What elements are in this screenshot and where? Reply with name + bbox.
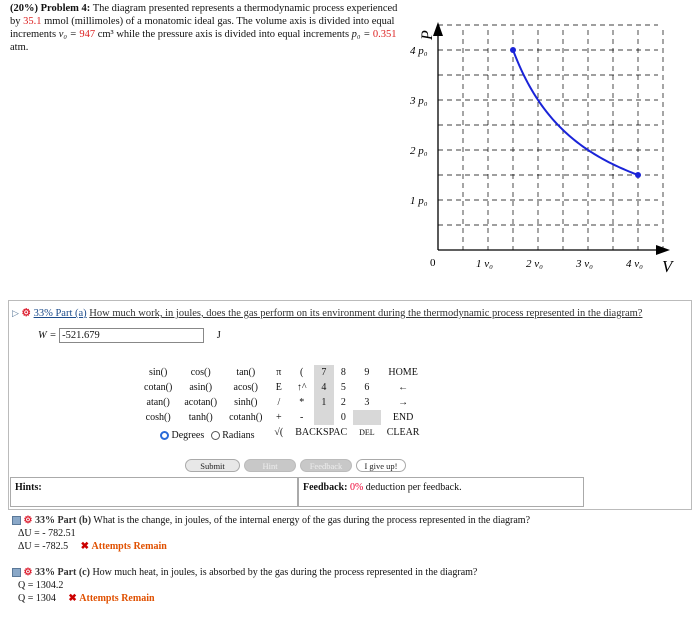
part-c-question: How much heat, in joules, is absorbed by the gas during the process represented in the diagram? [92,567,478,578]
problem-text-1: The diagram presented represents a thermodynamic process experienced by [10,3,398,27]
gear-icon: ⚙ [23,567,33,578]
calc-func-key[interactable]: cotan() [144,382,173,393]
part-c-attempt-2 [18,593,155,604]
p-axis-label: P [419,30,436,40]
n-value: 35.1 [23,16,42,27]
give-up-button[interactable]: I give up! [356,459,406,472]
v-axis-label: V [662,257,673,276]
calc-nav-key[interactable]: → [398,397,409,408]
start-point [510,47,516,53]
calc-number-key[interactable] [353,410,381,425]
v-tick-label: 2 v₀ [526,258,543,270]
calc-nav-key[interactable]: END [392,412,414,423]
calc-func-key[interactable]: cos() [190,367,211,378]
feedback-button[interactable]: Feedback [300,459,352,472]
collapse-icon[interactable] [12,516,21,525]
calc-symbol-key[interactable]: / [277,397,281,408]
calc-symbol-key[interactable]: ↑^ [296,382,307,393]
calc-func-key[interactable]: acos() [233,382,258,393]
calc-func-key[interactable]: atan() [146,397,170,408]
calc-number-key[interactable]: 2 [340,397,346,408]
part-b-attempt-2 [18,541,167,552]
collapse-icon[interactable] [12,568,21,577]
part-c-remain: Attempts Remain [79,593,155,604]
del-key[interactable]: DEL [359,428,375,437]
calc-number-key[interactable]: 8 [340,367,346,378]
calc-symbol-key[interactable]: ( [300,367,304,378]
problem-text-3: while the pressure axis is divided into equal increments [116,29,350,40]
part-b-question: What is the change, in joules, of the internal energy of the gas during the process represented in the diagram? [93,515,531,526]
problem-label: (20%) Problem 4: [10,3,91,14]
p0-value: 0.351 [372,29,397,40]
hint-button[interactable]: Hint [244,459,296,472]
x-icon: ✖ [68,593,77,604]
calculator [138,365,425,440]
answer-row [38,328,221,343]
backspace-key[interactable]: BACKSPAC [295,427,348,438]
expand-triangle-icon[interactable]: ▷ [12,308,19,318]
calc-func-key[interactable]: sin() [148,367,168,378]
p-tick-label: 4 p₀ [410,45,428,57]
calc-number-key[interactable]: 9 [364,367,370,378]
calc-symbol-key[interactable]: π [276,367,282,378]
calc-number-key[interactable]: 7 [314,365,333,380]
angle-mode [160,430,254,441]
p-tick-label: 2 p₀ [410,145,428,157]
calc-number-key[interactable]: 3 [364,397,370,408]
calc-number-key[interactable] [314,410,333,425]
answer-var: W = [38,329,57,341]
submit-button[interactable]: Submit [185,459,240,472]
part-c-attempt-1: Q = 1304.2 [18,580,64,591]
x-icon: ✖ [80,541,90,552]
part-b-attempt-2-value: ΔU = -782.5 [18,541,69,552]
feedback-box [298,477,584,507]
calc-func-key[interactable]: cosh() [145,412,171,423]
answer-unit: J [216,329,221,341]
v-tick-label: 3 v₀ [576,258,593,270]
calc-number-key[interactable]: 4 [314,380,333,395]
calc-number-key[interactable]: 5 [340,382,346,393]
degrees-label: Degrees [171,430,205,441]
p0-unit: atm. [10,42,29,53]
calc-symbol-key[interactable]: * [299,397,305,408]
radians-radio[interactable] [211,431,220,440]
grid-lines [438,25,663,250]
part-b-remain: Attempts Remain [91,541,167,552]
problem-text-2: mmol (millimoles) of a monatomic ideal gas. The volume axis is divided into equal increments [10,16,395,40]
part-c-attempt-2-value: Q = 1304 [18,593,56,604]
part-c-header[interactable] [12,567,477,578]
p-tick-label: 1 p₀ [410,195,428,207]
part-c-tag: 33% Part (c) [34,567,90,578]
sqrt-key[interactable]: √( [274,427,284,438]
calc-symbol-key[interactable]: + [276,412,282,423]
p-tick-label: 3 p₀ [410,95,428,107]
calc-func-key[interactable]: tan() [236,367,256,378]
calc-symbol-key[interactable]: - [300,412,304,423]
gear-icon: ⚙ [21,308,31,319]
part-a-tag[interactable]: 33% Part (a) [33,308,87,319]
gear-icon: ⚙ [23,515,33,526]
hints-label: Hints: [15,482,42,493]
v0-unit: cm³ [97,29,114,40]
radians-label: Radians [222,430,255,441]
calc-nav-key[interactable]: HOME [388,367,418,378]
hints-box [10,477,298,507]
v-tick-label: 1 v₀ [476,258,493,270]
answer-input[interactable]: -521.679 [59,328,204,343]
feedback-text: deduction per feedback. [365,482,462,493]
part-b-header[interactable] [12,515,530,526]
pv-diagram [400,0,700,282]
calc-func-key[interactable]: cotanh() [229,412,263,423]
problem-statement [10,2,400,54]
calc-number-key[interactable]: 6 [364,382,370,393]
degrees-radio[interactable] [160,431,169,440]
part-b-attempt-1: ΔU = - 782.51 [18,528,76,539]
calc-symbol-key[interactable]: E [275,382,282,393]
calc-func-key[interactable]: sinh() [234,397,258,408]
p0-label: p₀ = [351,29,371,40]
part-a-header[interactable] [12,307,642,319]
clear-key[interactable]: CLEAR [386,427,420,438]
calc-number-key[interactable]: 1 [314,395,333,410]
calc-number-key[interactable]: 0 [340,412,346,423]
v0-label: v₀ = [58,29,77,40]
origin-label: 0 [430,257,436,269]
feedback-label: Feedback: [303,482,348,493]
calc-func-key[interactable]: asin() [189,382,213,393]
end-point [635,172,641,178]
process-curve [513,50,638,175]
calc-func-key[interactable]: tanh() [188,412,213,423]
part-b-tag: 33% Part (b) [34,515,92,526]
v0-value: 947 [79,29,96,40]
calc-func-key[interactable]: acotan() [184,397,218,408]
calc-nav-key[interactable]: ← [398,382,409,393]
part-a-question: How much work, in joules, does the gas perform on its environment during the thermodynamic process represented in the diagram? [89,308,643,319]
v-tick-label: 4 v₀ [626,258,643,270]
feedback-pct: 0% [349,482,364,493]
